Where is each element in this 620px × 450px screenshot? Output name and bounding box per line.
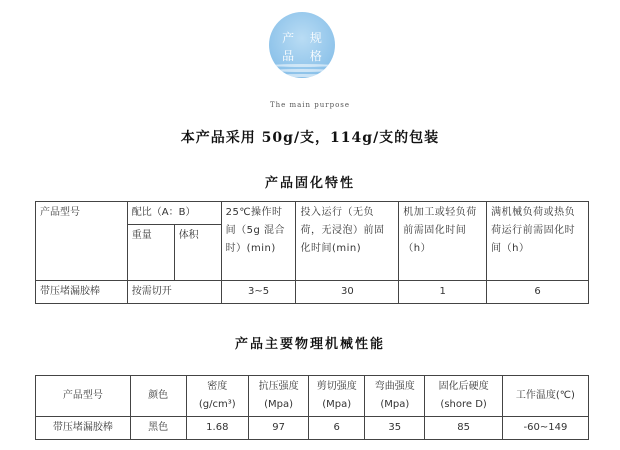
purpose-caption: The main purpose [269, 101, 351, 109]
cell-ratio: 按需切开 [127, 281, 221, 304]
cell-flexural-strength: 35 [365, 417, 425, 440]
cell-operation-time: 3~5 [221, 281, 296, 304]
header-density: 密度 (g/cm³) [186, 376, 248, 417]
cell-density: 1.68 [186, 417, 248, 440]
header-hardness: 固化后硬度 (shore D) [425, 376, 502, 417]
physical-section-title: 产品主要物理机械性能 [234, 337, 385, 352]
badge-text-line2: 品 格 [282, 49, 328, 63]
physical-properties-table [35, 375, 589, 440]
cell-model: 带压堵漏胶棒 [36, 281, 128, 304]
cell-shear-strength: 6 [309, 417, 365, 440]
curing-section-title: 产品固化特性 [264, 176, 355, 191]
badge-wave [269, 69, 335, 72]
header-working-temperature: 工作温度(℃) [502, 376, 588, 417]
cell-working-temperature: -60~149 [502, 417, 588, 440]
curing-table [35, 201, 589, 304]
badge-wave [269, 74, 335, 77]
header-model: 产品型号 [36, 202, 128, 281]
header-operation-time: 25℃操作时间（5g 混合时）(min) [221, 202, 296, 281]
cell-run-time: 30 [296, 281, 399, 304]
spec-badge [269, 12, 335, 78]
header-color: 颜色 [130, 376, 186, 417]
cell-color: 黑色 [130, 417, 186, 440]
cell-compressive-strength: 97 [249, 417, 309, 440]
header-volume: 体积 [174, 225, 221, 281]
packaging-statement: 本产品采用 50g/支，114g/支的包装 [180, 130, 440, 146]
header-compressive-strength: 抗压强度 (Mpa) [249, 376, 309, 417]
header-ratio: 配比（A：B） [127, 202, 221, 225]
header-flexural-strength: 弯曲强度 (Mpa) [365, 376, 425, 417]
cell-full-load-time: 6 [487, 281, 589, 304]
badge-text-line1: 产 规 [282, 31, 328, 45]
cell-model: 带压堵漏胶棒 [36, 417, 131, 440]
cell-hardness: 85 [425, 417, 502, 440]
cell-machining-time: 1 [399, 281, 487, 304]
header-model: 产品型号 [36, 376, 131, 417]
badge-wave [269, 64, 335, 67]
header-shear-strength: 剪切强度 (Mpa) [309, 376, 365, 417]
header-full-load-time: 满机械负荷或热负荷运行前需固化时间（h） [487, 202, 589, 281]
header-run-time: 投入运行（无负荷，无浸泡）前固化时间(min) [296, 202, 399, 281]
header-machining-time: 机加工或轻负荷前需固化时间（h） [399, 202, 487, 281]
header-weight: 重量 [127, 225, 174, 281]
